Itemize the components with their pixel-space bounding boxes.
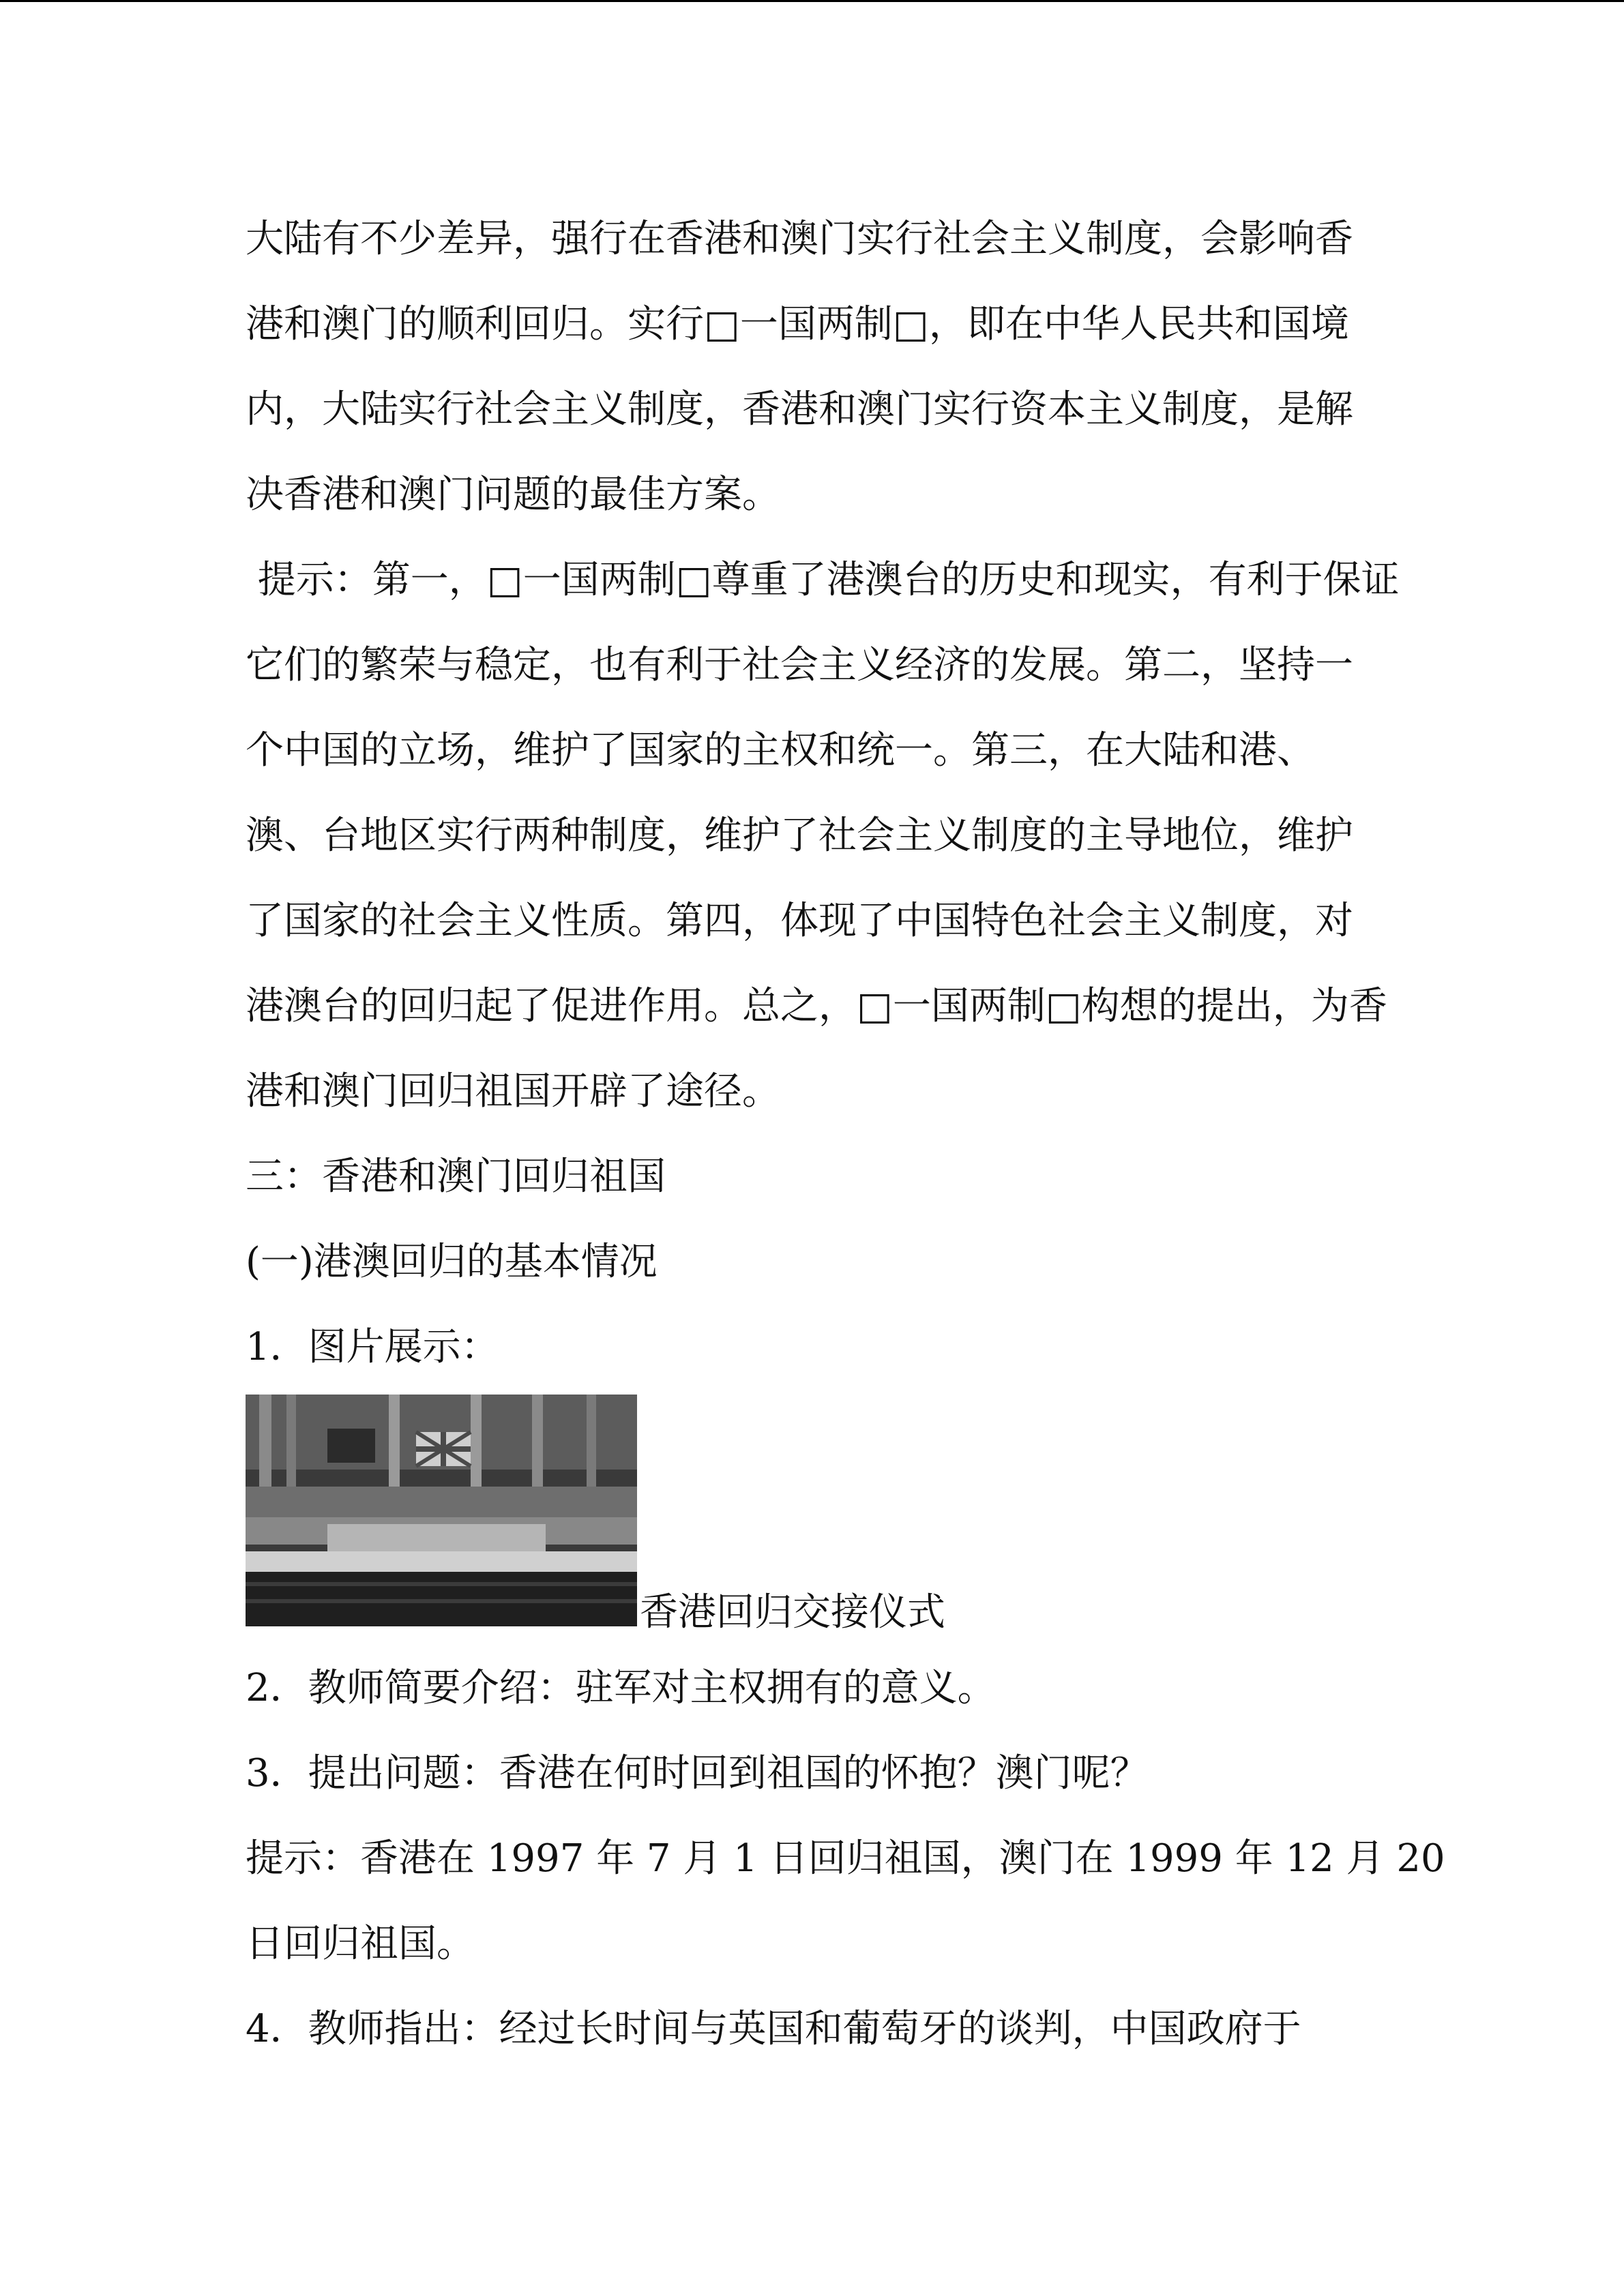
hint-line-2: 日回归祖国。 [246,1922,475,1966]
text-line-7: 个中国的立场，维护了国家的主权和统一。第三，在大陆和港、 [246,728,1315,773]
text-line-4: 决香港和澳门问题的最佳方案。 [246,473,780,517]
text-line-3: 内，大陆实行社会主义制度，香港和澳门实行资本主义制度，是解 [246,387,1353,432]
hint-line-1: 提示：香港在 1997 年 7 月 1 日回归祖国，澳门在 1999 年 12 月 20 [246,1836,1445,1881]
photo-caption: 香港回归交接仪式 [640,1590,945,1635]
text-line-11: 港和澳门回归祖国开辟了途径。 [246,1069,780,1114]
text-line-1: 大陆有不少差异，强行在香港和澳门实行社会主义制度，会影响香 [246,217,1353,261]
handover-ceremony-photo [246,1395,637,1626]
text-line-2: 港和澳门的顺利回归。实行□一国两制□，即在中华人民共和国境 [246,302,1349,346]
list-item-2: 2．教师简要介绍：驻军对主权拥有的意义。 [246,1666,996,1710]
text-line-8: 澳、台地区实行两种制度，维护了社会主义制度的主导地位，维护 [246,814,1353,858]
subsection-heading: (一)港澳回归的基本情况 [246,1240,658,1284]
text-line-5: 提示：第一，□一国两制□尊重了港澳台的历史和现实，有利于保证 [246,558,1400,602]
text-line-10: 港澳台的回归起了促进作用。总之，□一国两制□构想的提出，为香 [246,984,1387,1028]
text-line-9: 了国家的社会主义性质。第四，体现了中国特色社会主义制度，对 [246,899,1353,943]
text-line-6: 它们的繁荣与稳定，也有利于社会主义经济的发展。第二，坚持一 [246,643,1353,687]
list-item-3: 3．提出问题：香港在何时回到祖国的怀抱？澳门呢？ [246,1751,1149,1795]
list-item-4: 4．教师指出：经过长时间与英国和葡萄牙的谈判，中国政府于 [246,2007,1301,2051]
list-item-1: 1．图片展示： [246,1325,499,1369]
section-heading: 三：香港和澳门回归祖国 [246,1154,666,1199]
